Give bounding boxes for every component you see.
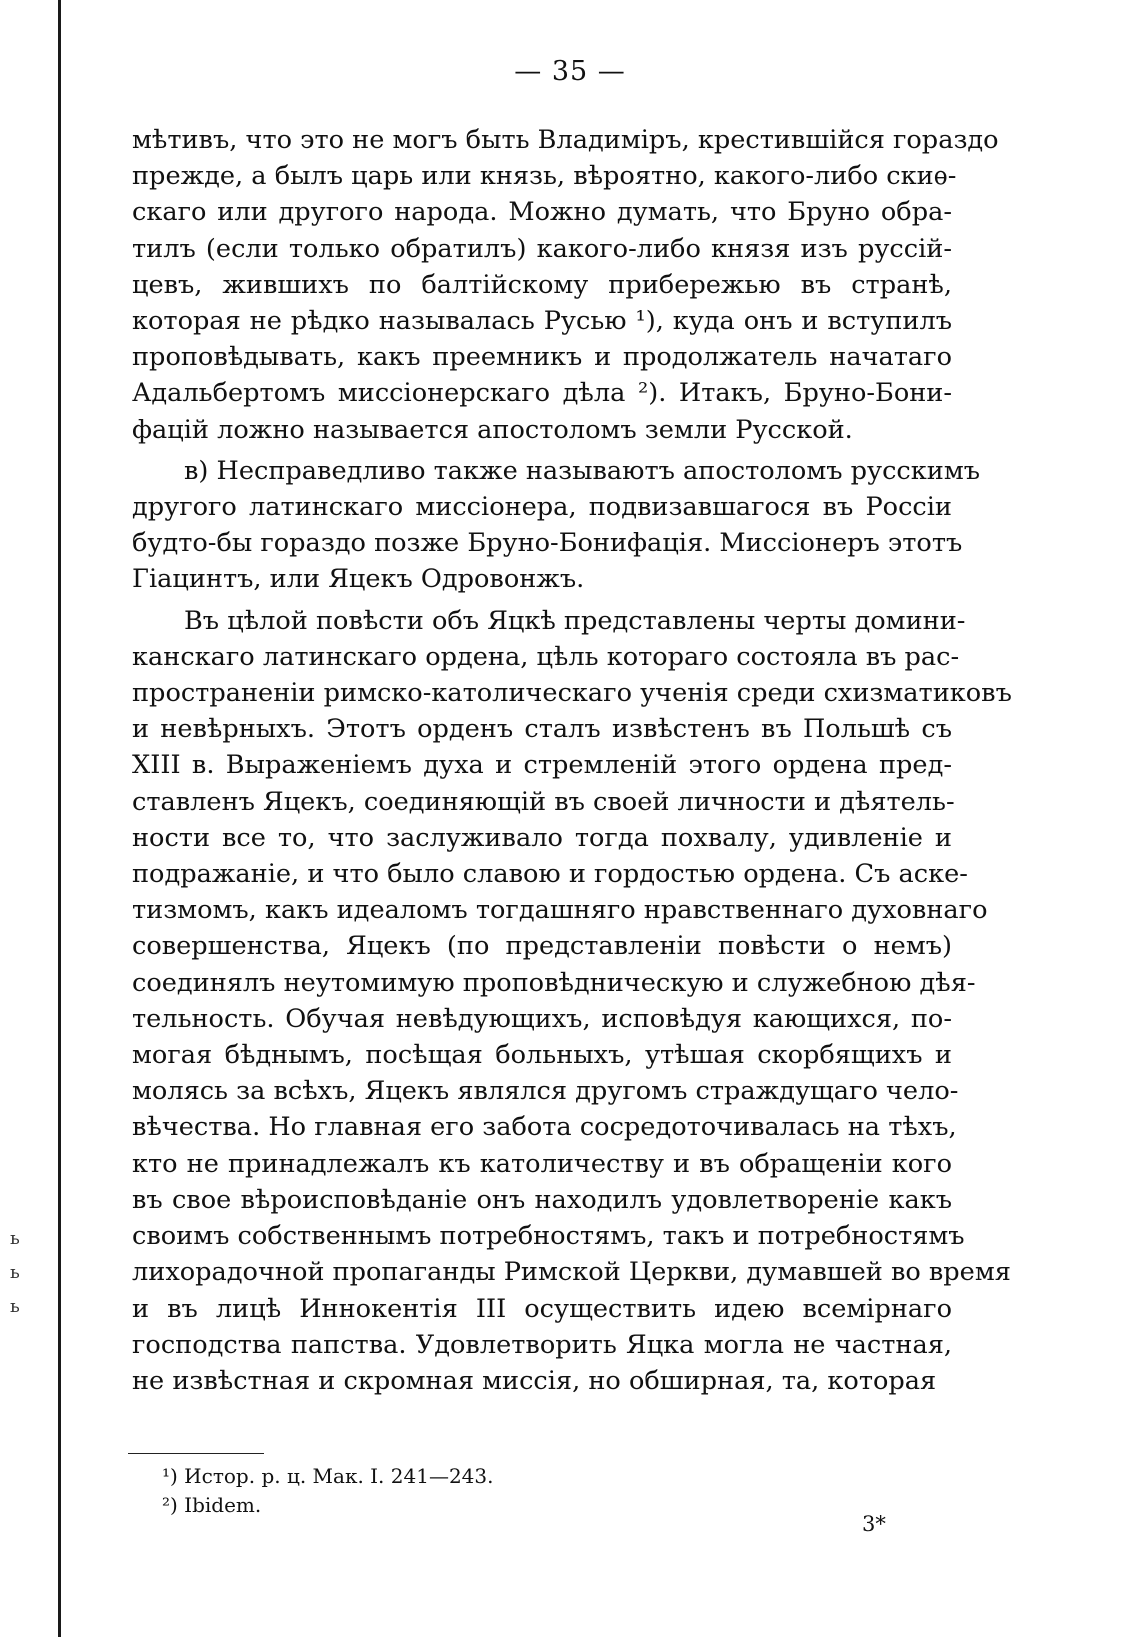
text-line: ставленъ Яцекъ, соединяющій въ своей личности и дѣятель-	[132, 786, 955, 817]
text-line: Въ цѣлой повѣсти объ Яцкѣ представлены черты домини-	[184, 605, 966, 636]
paragraph	[132, 603, 1012, 1399]
text-line: лихорадочной пропаганды Римской Церкви, думавшей во время	[132, 1257, 1011, 1288]
footnote-1: ¹) Истор. р. ц. Мак. I. 241—243.	[162, 1464, 494, 1488]
text-line: фацій ложно называется апостоломъ земли Русской.	[132, 414, 853, 445]
text-line: и въ лицѣ Иннокентія III осуществить идею всемірнаго	[132, 1293, 952, 1324]
text-line: пространеніи римско-католическаго ученія среди схизматиковъ	[132, 678, 1012, 709]
text-line: будто-бы гораздо позже Бруно-Бонифація. Миссіонеръ этотъ	[132, 528, 963, 559]
text-line: тилъ (если только обратилъ) какого-либо князя изъ руссій-	[132, 233, 952, 264]
paragraph-container	[132, 122, 1012, 1399]
text-line: въ свое вѣроисповѣданіе онъ находилъ удовлетвореніе какъ	[132, 1184, 952, 1215]
text-line: господства папства. Удовлетворить Яцка могла не частная,	[132, 1329, 952, 1360]
text-line: подражаніе, и что было славою и гордостью ордена. Съ аске-	[132, 859, 968, 890]
text-line: Гіацинтъ, или Яцекъ Одровонжъ.	[132, 564, 585, 595]
paragraph	[132, 453, 981, 598]
text-line: молясь за всѣхъ, Яцекъ являлся другомъ страждущаго чело-	[132, 1076, 959, 1107]
text-line: скаго или другого народа. Можно думать, что Бруно обра-	[132, 197, 952, 228]
text-line: мѣтивъ, что это не могъ быть Владиміръ, крестившійся гораздо	[132, 125, 999, 155]
text-line: тельность. Обучая невѣдующихъ, исповѣдуя кающихся, по-	[132, 1003, 952, 1034]
text-line: XIII в. Выраженіемъ духа и стремленій этого ордена пред-	[132, 750, 952, 781]
body-text	[132, 122, 1012, 1399]
footnote-2: ²) Ibidem.	[162, 1493, 262, 1517]
text-line: цевъ, жившихъ по балтійскому прибережью въ странѣ,	[132, 269, 952, 300]
text-line: совершенства, Яцекъ (по представленіи повѣсти о немъ)	[132, 931, 952, 962]
edge-mark: ь	[10, 1296, 20, 1317]
footnotes	[162, 1462, 493, 1520]
footnote-divider	[128, 1453, 264, 1454]
text-line: кто не принадлежалъ къ католичеству и въ обращеніи кого	[132, 1148, 952, 1179]
text-line: Адальбертомъ миссіонерскаго дѣла ²). Итакъ, Бруно-Бони-	[132, 378, 952, 409]
page-number: — 35 —	[514, 56, 626, 87]
text-line: вѣчества. Но главная его забота сосредоточивалась на тѣхъ,	[132, 1112, 957, 1143]
text-line: проповѣдывать, какъ преемникъ и продолжатель начатаго	[132, 342, 952, 373]
text-line: которая не рѣдко называлась Русью ¹), куда онъ и вступилъ	[132, 306, 952, 337]
text-line: в) Несправедливо также называютъ апостоломъ русскимъ	[184, 455, 981, 486]
text-line: канскаго латинскаго ордена, цѣль котораго состояла въ рас-	[132, 641, 960, 672]
text-line: ности все то, что заслуживало тогда похвалу, удивленіе и	[132, 822, 952, 853]
binding-edge-line	[58, 0, 61, 1637]
edge-mark: ь	[10, 1262, 20, 1283]
text-line: тизмомъ, какъ идеаломъ тогдашняго нравственнаго духовнаго	[132, 895, 988, 926]
signature-mark: 3*	[862, 1512, 886, 1536]
text-line: не извѣстная и скромная миссія, но обширная, та, которая	[132, 1365, 937, 1396]
text-line: могая бѣднымъ, посѣщая больныхъ, утѣшая скорбящихъ и	[132, 1040, 952, 1071]
text-line: соединялъ неутомимую проповѣдническую и служебною дѣя-	[132, 967, 976, 998]
text-line: своимъ собственнымъ потребностямъ, такъ и потребностямъ	[132, 1221, 965, 1252]
edge-mark: ь	[10, 1228, 20, 1249]
paragraph	[132, 122, 999, 448]
text-line: прежде, а былъ царь или князь, вѣроятно, какого-либо скиѳ-	[132, 161, 957, 192]
text-line: и невѣрныхъ. Этотъ орденъ сталъ извѣстенъ въ Польшѣ съ	[132, 714, 952, 745]
text-line: другого латинскаго миссіонера, подвизавшагося въ Россіи	[132, 492, 952, 523]
